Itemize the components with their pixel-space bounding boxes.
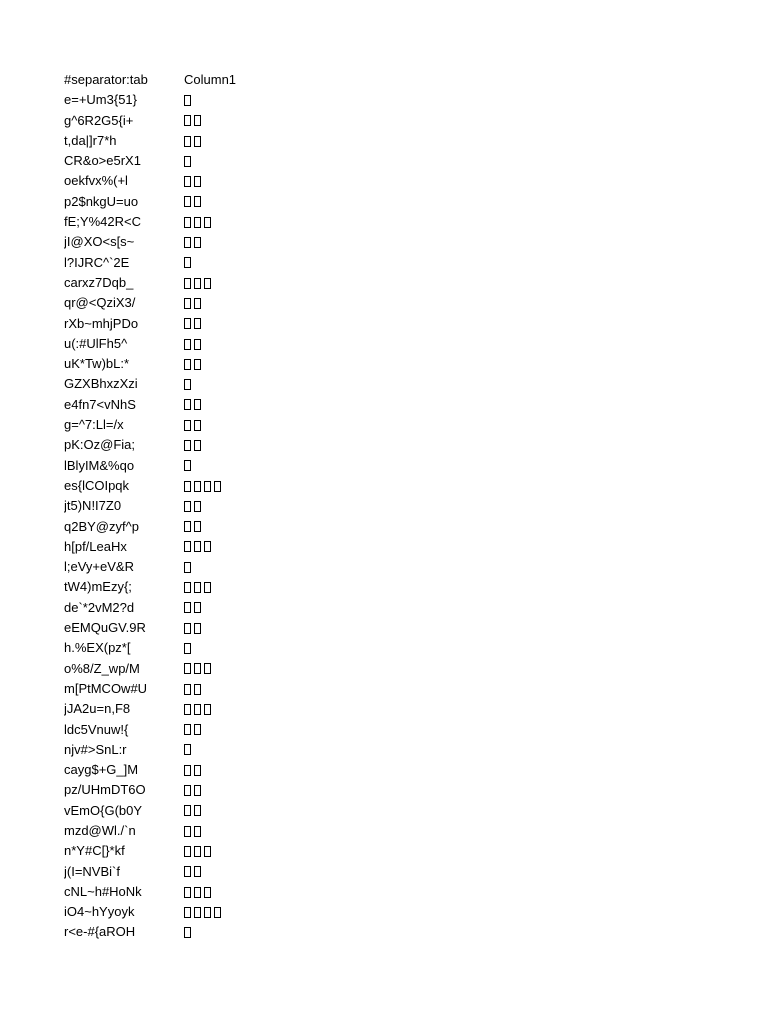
table-row (64, 151, 704, 171)
row-glyph-cell (184, 435, 704, 455)
table-row (64, 171, 704, 191)
row-glyph-cell (184, 659, 704, 679)
missing-glyph-icon (194, 339, 201, 350)
table-row (64, 374, 704, 394)
row-glyph-cell (184, 314, 704, 334)
row-key-cell: ldc5Vnuw!{ (64, 721, 129, 737)
missing-glyph-icon (184, 176, 191, 187)
row-key-cell: njv#>SnL:r (64, 741, 127, 757)
row-key-cell: u(:#UlFh5^ (64, 335, 128, 351)
table-row (64, 131, 704, 151)
missing-glyph-icon (194, 663, 201, 674)
row-glyph-cell (184, 293, 704, 313)
row-key-cell: GZXBhxzXzi (64, 376, 138, 392)
row-glyph-cell (184, 638, 704, 658)
missing-glyph-icon (204, 278, 211, 289)
missing-glyph-icon (194, 420, 201, 431)
missing-glyph-icon (184, 623, 191, 634)
table-row (64, 273, 704, 293)
missing-glyph-icon (184, 399, 191, 410)
missing-glyph-icon (184, 298, 191, 309)
row-glyph-cell (184, 456, 704, 476)
table-row (64, 862, 704, 882)
row-key-cell: m[PtMCOw#U (64, 680, 148, 696)
missing-glyph-icon (204, 704, 211, 715)
row-key-cell: pK:Oz@Fia; (64, 437, 135, 453)
table-row (64, 314, 704, 334)
row-glyph-cell (184, 111, 704, 131)
row-glyph-cell (184, 90, 704, 110)
missing-glyph-icon (194, 440, 201, 451)
row-key-cell: e4fn7<vNhS (64, 396, 136, 412)
missing-glyph-icon (194, 582, 201, 593)
missing-glyph-icon (184, 278, 191, 289)
table-row (64, 598, 704, 618)
table-row (64, 334, 704, 354)
missing-glyph-icon (194, 623, 201, 634)
row-glyph-cell (184, 679, 704, 699)
row-key-cell: carxz7Dqb_ (64, 274, 134, 290)
row-key-cell: qr@<QziX3/ (64, 295, 136, 311)
table-row (64, 212, 704, 232)
row-glyph-cell (184, 334, 704, 354)
missing-glyph-icon (204, 887, 211, 898)
missing-glyph-icon (184, 541, 191, 552)
missing-glyph-icon (184, 765, 191, 776)
missing-glyph-icon (184, 562, 191, 573)
header-column1-cell (184, 70, 704, 90)
missing-glyph-icon (184, 95, 191, 106)
missing-glyph-icon (194, 887, 201, 898)
row-glyph-cell (184, 273, 704, 293)
missing-glyph-icon (184, 115, 191, 126)
row-key-cell: j(I=NVBi`f (64, 863, 120, 879)
row-glyph-cell (184, 577, 704, 597)
row-glyph-cell (184, 821, 704, 841)
table-row (64, 354, 704, 374)
data-rows (64, 90, 704, 942)
table-row (64, 740, 704, 760)
row-glyph-cell (184, 841, 704, 861)
row-glyph-cell (184, 922, 704, 942)
row-key-cell: e=+Um3{51} (64, 92, 138, 108)
missing-glyph-icon (184, 420, 191, 431)
missing-glyph-icon (184, 257, 191, 268)
missing-glyph-icon (194, 724, 201, 735)
header-separator-cell: #separator:tab (64, 72, 148, 87)
missing-glyph-icon (184, 481, 191, 492)
table-row (64, 618, 704, 638)
missing-glyph-icon (204, 541, 211, 552)
row-glyph-cell (184, 801, 704, 821)
table-row (64, 659, 704, 679)
missing-glyph-icon (194, 278, 201, 289)
row-glyph-cell (184, 192, 704, 212)
missing-glyph-icon (204, 217, 211, 228)
missing-glyph-icon (214, 481, 221, 492)
missing-glyph-icon (184, 136, 191, 147)
table-row (64, 801, 704, 821)
missing-glyph-icon (204, 846, 211, 857)
row-key-cell: r<e-#{aROH (64, 924, 136, 940)
table-row (64, 192, 704, 212)
missing-glyph-icon (184, 460, 191, 471)
missing-glyph-icon (194, 318, 201, 329)
row-key-cell: n*Y#C[}*kf (64, 843, 125, 859)
row-key-cell: pz/UHmDT6O (64, 782, 146, 798)
table-row (64, 760, 704, 780)
table-row (64, 232, 704, 252)
row-glyph-cell (184, 374, 704, 394)
missing-glyph-icon (184, 704, 191, 715)
row-key-cell: rXb~mhjPDo (64, 315, 139, 331)
missing-glyph-icon (194, 541, 201, 552)
table-row (64, 821, 704, 841)
missing-glyph-icon (194, 704, 201, 715)
row-glyph-cell (184, 882, 704, 902)
missing-glyph-icon (194, 481, 201, 492)
row-glyph-cell (184, 354, 704, 374)
row-key-cell: l;eVy+eV&R (64, 559, 134, 575)
missing-glyph-icon (184, 440, 191, 451)
table-row (64, 557, 704, 577)
header-column1-label: Column1 (184, 72, 237, 87)
header-row (64, 70, 704, 90)
missing-glyph-icon (184, 379, 191, 390)
tsv-document (64, 70, 704, 943)
missing-glyph-icon (184, 196, 191, 207)
table-row (64, 537, 704, 557)
row-key-cell: de`*2vM2?d (64, 599, 135, 615)
row-glyph-cell (184, 232, 704, 252)
missing-glyph-icon (194, 237, 201, 248)
table-row (64, 638, 704, 658)
missing-glyph-icon (184, 359, 191, 370)
row-key-cell: iO4~hYyoyk (64, 904, 135, 920)
missing-glyph-icon (184, 846, 191, 857)
missing-glyph-icon (194, 521, 201, 532)
row-key-cell: fE;Y%42R<C (64, 214, 141, 230)
table-row (64, 476, 704, 496)
row-key-cell: q2BY@zyf^p (64, 518, 139, 534)
missing-glyph-icon (184, 724, 191, 735)
missing-glyph-icon (184, 785, 191, 796)
table-row (64, 841, 704, 861)
table-row (64, 902, 704, 922)
table-row (64, 293, 704, 313)
missing-glyph-icon (194, 501, 201, 512)
missing-glyph-icon (184, 866, 191, 877)
row-key-cell: t,da|]r7*h (64, 132, 117, 148)
table-row (64, 456, 704, 476)
table-row (64, 679, 704, 699)
missing-glyph-icon (194, 176, 201, 187)
row-key-cell: eEMQuGV.9R (64, 620, 146, 636)
missing-glyph-icon (194, 136, 201, 147)
row-key-cell: mzd@Wl./`n (64, 822, 136, 838)
missing-glyph-icon (194, 765, 201, 776)
table-row (64, 882, 704, 902)
row-glyph-cell (184, 476, 704, 496)
missing-glyph-icon (184, 501, 191, 512)
missing-glyph-icon (194, 115, 201, 126)
table-row (64, 517, 704, 537)
missing-glyph-icon (194, 399, 201, 410)
row-glyph-cell (184, 415, 704, 435)
table-row (64, 111, 704, 131)
row-glyph-cell (184, 862, 704, 882)
table-row (64, 253, 704, 273)
missing-glyph-icon (194, 602, 201, 613)
row-key-cell: es{lCOIpqk (64, 477, 130, 493)
row-key-cell: jI@XO<s[s~ (64, 234, 135, 250)
row-glyph-cell (184, 720, 704, 740)
missing-glyph-icon (194, 805, 201, 816)
missing-glyph-icon (184, 744, 191, 755)
missing-glyph-icon (184, 521, 191, 532)
row-key-cell: oekfvx%(+l (64, 173, 128, 189)
row-glyph-cell (184, 253, 704, 273)
missing-glyph-icon (194, 866, 201, 877)
missing-glyph-icon (184, 217, 191, 228)
row-glyph-cell (184, 496, 704, 516)
row-key-cell: p2$nkgU=uo (64, 193, 139, 209)
row-key-cell: cNL~h#HoNk (64, 883, 142, 899)
missing-glyph-icon (184, 643, 191, 654)
row-glyph-cell (184, 537, 704, 557)
row-glyph-cell (184, 395, 704, 415)
row-key-cell: tW4)mEzy{; (64, 579, 132, 595)
row-glyph-cell (184, 557, 704, 577)
missing-glyph-icon (194, 907, 201, 918)
missing-glyph-icon (204, 907, 211, 918)
missing-glyph-icon (194, 826, 201, 837)
missing-glyph-icon (214, 907, 221, 918)
row-glyph-cell (184, 212, 704, 232)
missing-glyph-icon (184, 684, 191, 695)
missing-glyph-icon (184, 582, 191, 593)
missing-glyph-icon (184, 805, 191, 816)
row-glyph-cell (184, 902, 704, 922)
missing-glyph-icon (184, 318, 191, 329)
row-key-cell: l?IJRC^`2E (64, 254, 130, 270)
row-key-cell: h[pf/LeaHx (64, 538, 127, 554)
row-glyph-cell (184, 151, 704, 171)
missing-glyph-icon (204, 582, 211, 593)
table-row (64, 720, 704, 740)
row-glyph-cell (184, 740, 704, 760)
row-glyph-cell (184, 780, 704, 800)
row-key-cell: o%8/Z_wp/M (64, 660, 140, 676)
row-glyph-cell (184, 760, 704, 780)
row-key-cell: h.%EX(pz*[ (64, 640, 131, 656)
table-row (64, 780, 704, 800)
missing-glyph-icon (194, 196, 201, 207)
row-glyph-cell (184, 131, 704, 151)
row-glyph-cell (184, 699, 704, 719)
table-row (64, 577, 704, 597)
row-key-cell: CR&o>e5rX1 (64, 153, 141, 169)
row-glyph-cell (184, 598, 704, 618)
row-key-cell: jt5)N!I7Z0 (64, 498, 122, 514)
table-row (64, 699, 704, 719)
missing-glyph-icon (184, 907, 191, 918)
row-key-cell: uK*Tw)bL:* (64, 356, 130, 372)
missing-glyph-icon (194, 785, 201, 796)
missing-glyph-icon (194, 359, 201, 370)
row-key-cell: g^6R2G5{i+ (64, 112, 134, 128)
missing-glyph-icon (184, 339, 191, 350)
missing-glyph-icon (194, 298, 201, 309)
row-glyph-cell (184, 517, 704, 537)
row-key-cell: vEmO{G(b0Y (64, 802, 143, 818)
missing-glyph-icon (184, 156, 191, 167)
table-row (64, 395, 704, 415)
table-row (64, 496, 704, 516)
missing-glyph-icon (184, 927, 191, 938)
row-glyph-cell (184, 618, 704, 638)
missing-glyph-icon (184, 887, 191, 898)
row-key-cell: cayg$+G_]M (64, 762, 139, 778)
table-row (64, 922, 704, 942)
missing-glyph-icon (194, 684, 201, 695)
row-glyph-cell (184, 171, 704, 191)
row-key-cell: g=^7:Ll=/x (64, 417, 124, 433)
missing-glyph-icon (184, 826, 191, 837)
missing-glyph-icon (184, 237, 191, 248)
table-row (64, 435, 704, 455)
missing-glyph-icon (184, 663, 191, 674)
row-key-cell: jJA2u=n,F8 (64, 701, 131, 717)
table-row (64, 415, 704, 435)
table-row (64, 90, 704, 110)
missing-glyph-icon (194, 846, 201, 857)
missing-glyph-icon (204, 481, 211, 492)
missing-glyph-icon (204, 663, 211, 674)
missing-glyph-icon (194, 217, 201, 228)
missing-glyph-icon (184, 602, 191, 613)
row-key-cell: lBlyIM&%qo (64, 457, 135, 473)
